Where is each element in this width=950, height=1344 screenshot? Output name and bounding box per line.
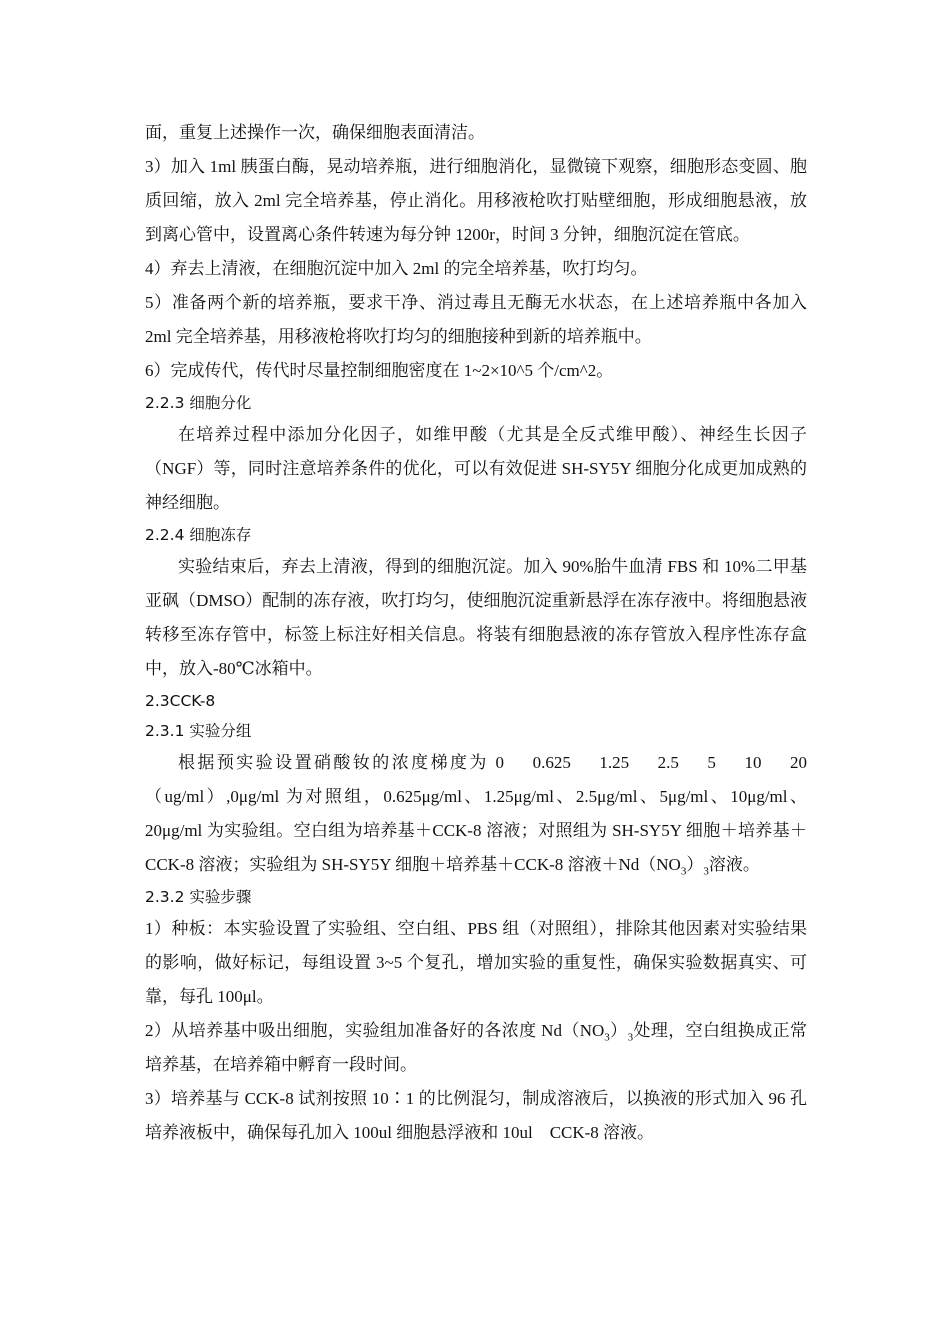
step-3-paragraph: 3）加入 1ml 胰蛋白酶，晃动培养瓶，进行细胞消化，显微镜下观察，细胞形态变圆、胞质回缩，放入 2ml 完全培养基，停止消化。用移液枪吹打贴壁细胞，形成细胞悬液，放到离心管中，设置离心条件转速为每分钟 1200r，时间 3 分钟，细胞沉淀在管底。 bbox=[145, 157, 807, 244]
treatment-text-bracket: ） bbox=[609, 1021, 628, 1040]
document-page bbox=[145, 116, 807, 1150]
section-heading-2-2-3: 2.2.3 细胞分化 bbox=[145, 394, 252, 412]
section-heading-2-3-1: 2.3.1 实验分组 bbox=[145, 722, 252, 740]
section-heading-2-3-2: 2.3.2 实验步骤 bbox=[145, 888, 252, 906]
grouping-text: 根据预实验设置硝酸钕的浓度梯度为 0 0.625 1.25 2.5 5 10 20（ug/ml）,0μg/ml 为对照组，0.625μg/ml、1.25μg/ml、2.5μg/ml、5μg/ml、10μg/ml、20μg/ml 为实验组。空白组为培养基＋CCK-8 溶液；对照组为 SH-SY5Y 细胞＋培养基＋CCK-8 溶液；实验组为 SH-SY5Y 细胞＋培养基＋CCK-8 溶液＋Nd（NO bbox=[145, 753, 807, 874]
grouping-text-bracket: ） bbox=[686, 855, 704, 874]
step-5-paragraph: 5）准备两个新的培养瓶，要求干净、消过毒且无酶无水状态，在上述培养瓶中各加入 2ml 完全培养基，用移液枪将吹打均匀的细胞接种到新的培养瓶中。 bbox=[145, 293, 807, 346]
treatment-text-end: 处理，空白组换成正常培养基，在培养箱中孵育一段时间。 bbox=[145, 1021, 808, 1074]
step-1-seeding-paragraph: 1）种板：本实验设置了实验组、空白组、PBS 组（对照组），排除其他因素对实验结果的影响，做好标记，每组设置 3~5 个复孔，增加实验的重复性，确保实验数据真实、可靠，每孔 100μl。 bbox=[145, 919, 807, 1006]
treatment-text: 2）从培养基中吸出细胞，实验组加准备好的各浓度 Nd（NO bbox=[145, 1021, 605, 1040]
step-4-paragraph: 4）弃去上清液，在细胞沉淀中加入 2ml 的完全培养基，吹打均匀。 bbox=[145, 259, 648, 278]
step-3-cck8-paragraph: 3）培养基与 CCK-8 试剂按照 10∶1 的比例混匀，制成溶液后，以换液的形式加入 96 孔培养液板中，确保每孔加入 100ul 细胞悬浮液和 10ul CCK-8 溶液。 bbox=[145, 1089, 807, 1142]
section-heading-2-2-4: 2.2.4 细胞冻存 bbox=[145, 526, 252, 544]
cryopreservation-paragraph: 实验结束后，弃去上清液，得到的细胞沉淀。加入 90%胎牛血清 FBS 和 10%二甲基亚砜（DMSO）配制的冻存液，吹打均匀，使细胞沉淀重新悬浮在冻存液中。将细胞悬液转移至冻存管中，标签上标注好相关信息。将装有细胞悬液的冻存管放入程序性冻存盒中，放入-80℃冰箱中。 bbox=[145, 557, 807, 678]
grouping-text-end: 溶液。 bbox=[708, 855, 760, 874]
subscript-3-outer: 3 bbox=[703, 865, 709, 878]
subscript-3-outer: 3 bbox=[627, 1031, 634, 1044]
section-heading-2-3: 2.3CCK-8 bbox=[145, 692, 216, 710]
step-2-treatment-paragraph bbox=[145, 1014, 807, 1082]
grouping-paragraph bbox=[145, 746, 807, 882]
subscript-3: 3 bbox=[680, 865, 687, 878]
subscript-3: 3 bbox=[604, 1031, 610, 1044]
paragraph-continuation: 面，重复上述操作一次，确保细胞表面清洁。 bbox=[145, 123, 485, 142]
differentiation-paragraph: 在培养过程中添加分化因子，如维甲酸（尤其是全反式维甲酸）、神经生长因子（NGF）等，同时注意培养条件的优化，可以有效促进 SH-SY5Y 细胞分化成更加成熟的神经细胞。 bbox=[145, 425, 807, 512]
step-6-paragraph: 6）完成传代，传代时尽量控制细胞密度在 1~2×10^5 个/cm^2。 bbox=[145, 361, 614, 380]
